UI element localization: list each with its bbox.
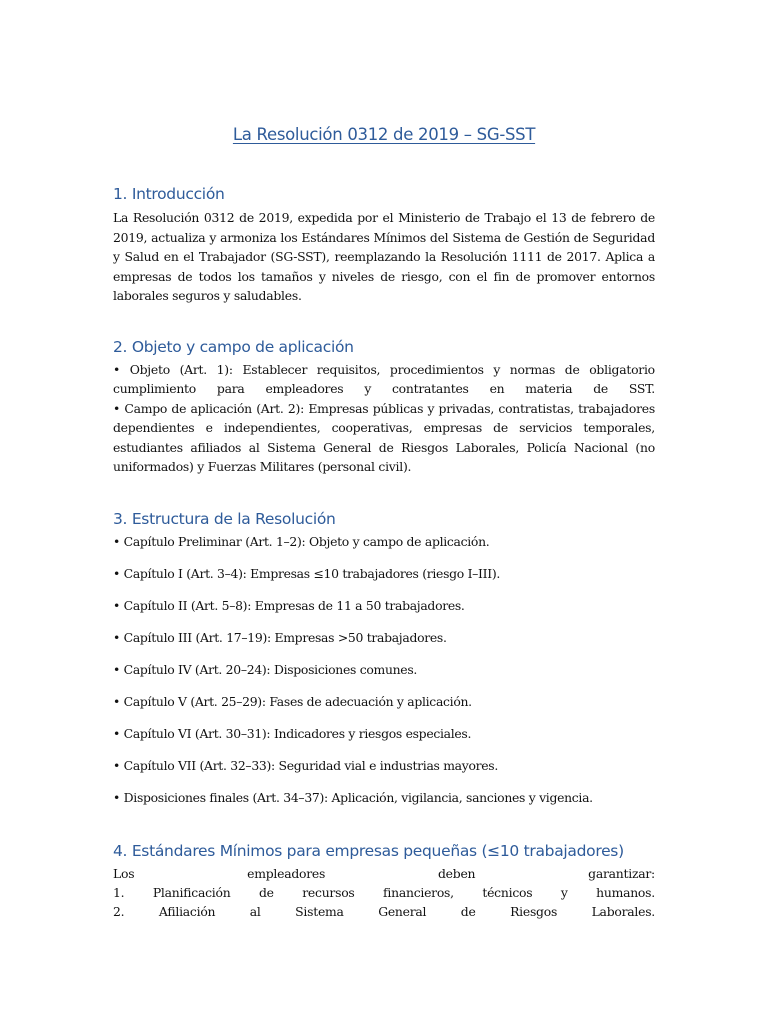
line-word: Campo — [124, 401, 168, 416]
section-heading-estructura: 3. Estructura de la Resolución — [113, 510, 336, 528]
line-word: servicios — [519, 420, 573, 435]
line-word: para — [216, 381, 245, 396]
line-word: Sistema — [267, 440, 316, 455]
line-word: (no — [635, 440, 655, 455]
line-word: Planificación — [152, 885, 231, 900]
line-word: requisitos, — [316, 362, 381, 377]
line-word: procedimientos — [389, 362, 484, 377]
section-heading-estandares: 4. Estándares Mínimos para empresas pequeñas (≤10 trabajadores) — [113, 842, 624, 860]
line-word: humanos. — [596, 885, 655, 900]
line-word: temporales, — [583, 420, 655, 435]
paragraph-last-line: uniformados) y Fuerzas Militares (personal civil). — [113, 459, 412, 474]
line-word: Sistema — [295, 904, 344, 919]
line-word: Empresas — [308, 401, 369, 416]
line-word: 2. — [113, 904, 125, 919]
line-word: Policía — [526, 440, 567, 455]
line-word: trabajadores — [578, 401, 655, 416]
justified-line — [113, 362, 655, 377]
line-word: de — [564, 362, 580, 377]
line-word: General — [323, 440, 372, 455]
line-word: públicas — [372, 401, 424, 416]
line-word: afiliados — [190, 440, 242, 455]
line-word: (Art. — [179, 362, 207, 377]
section-heading-introduccion: 1. Introducción — [113, 185, 225, 203]
line-word: SST. — [628, 381, 655, 396]
line-word: de — [378, 440, 394, 455]
line-word: Afiliación — [158, 904, 216, 919]
line-word: garantizar: — [588, 866, 655, 881]
line-word: • — [113, 401, 121, 416]
line-word: financieros, — [383, 885, 454, 900]
line-word: aplicación — [190, 401, 252, 416]
line-word: recursos — [302, 885, 355, 900]
line-word: al — [248, 440, 260, 455]
line-word: (Art. — [256, 401, 284, 416]
line-word: Laborales, — [455, 440, 520, 455]
document-title: La Resolución 0312 de 2019 – SG-SST — [232, 125, 536, 144]
list-item: • Capítulo V (Art. 25–29): Fases de adecuación y aplicación. — [113, 694, 472, 709]
section-paragraph-introduccion: La Resolución 0312 de 2019, expedida por el Ministerio de Trabajo el 13 de febrero de 2019, actualiza y armoniza los Estándares Mínimos del Sistema de Gestión de Seguridad y Salud en el Trabajador (SG-SST), reemplazando la Resolución 1111 de 2017. Aplica a empresas de todos los tamaños y niveles de riesgo, con el fin de promover entornos laborales seguros y saludables. — [113, 210, 655, 304]
list-item: • Capítulo I (Art. 3–4): Empresas ≤10 trabajadores (riesgo I–III). — [113, 566, 501, 581]
list-item: • Capítulo VI (Art. 30–31): Indicadores y riesgos especiales. — [113, 726, 472, 741]
list-item: • Capítulo Preliminar (Art. 1–2): Objeto y campo de aplicación. — [113, 534, 490, 549]
line-word: e — [205, 420, 213, 435]
line-word: estudiantes — [113, 440, 183, 455]
line-word: 2): — [287, 401, 305, 416]
line-word: Establecer — [242, 362, 308, 377]
justified-line — [113, 420, 655, 435]
line-word: de — [493, 420, 508, 435]
line-word: de — [171, 401, 187, 416]
line-word: 1. — [113, 885, 125, 900]
line-word: contratantes — [391, 381, 469, 396]
list-item: • Capítulo IV (Art. 20–24): Disposiciones comunes. — [113, 662, 418, 677]
line-word: Riesgos — [401, 440, 449, 455]
line-word: independientes, — [223, 420, 321, 435]
line-word: Riesgos — [510, 904, 558, 919]
line-word: empleadores — [265, 381, 344, 396]
line-word: contratistas, — [498, 401, 574, 416]
line-word: cooperativas, — [331, 420, 413, 435]
line-word: 1): — [216, 362, 233, 377]
line-word: obligatorio — [589, 362, 655, 377]
line-word: privadas, — [438, 401, 495, 416]
line-word: Objeto — [129, 362, 170, 377]
line-word: cumplimiento — [113, 381, 196, 396]
line-word: y — [364, 381, 372, 396]
line-word: materia — [525, 381, 573, 396]
line-word: de — [258, 885, 274, 900]
line-word: Los — [113, 866, 135, 881]
line-word: empleadores — [247, 866, 326, 881]
line-word: de — [460, 904, 476, 919]
line-word: normas — [509, 362, 556, 377]
line-word: y — [560, 885, 568, 900]
line-word: de — [593, 381, 608, 396]
line-word: dependientes — [113, 420, 195, 435]
justified-line — [113, 401, 655, 416]
list-item: • Capítulo III (Art. 17–19): Empresas >50 trabajadores. — [113, 630, 447, 645]
line-word: y — [427, 401, 435, 416]
line-word: • — [113, 362, 121, 377]
justified-line — [113, 885, 655, 900]
line-word: y — [493, 362, 501, 377]
line-word: al — [249, 904, 261, 919]
line-word: empresas — [423, 420, 482, 435]
list-item: • Disposiciones finales (Art. 34–37): Aplicación, vigilancia, sanciones y vigencia. — [113, 790, 593, 805]
justified-line — [113, 866, 655, 881]
justified-line — [113, 904, 655, 919]
line-word: Nacional — [573, 440, 628, 455]
line-word: Laborales. — [591, 904, 655, 919]
line-word: técnicos — [482, 885, 533, 900]
line-word: General — [378, 904, 427, 919]
list-item: • Capítulo VII (Art. 32–33): Seguridad vial e industrias mayores. — [113, 758, 498, 773]
line-word: en — [489, 381, 505, 396]
list-item: • Capítulo II (Art. 5–8): Empresas de 11 a 50 trabajadores. — [113, 598, 465, 613]
line-word: deben — [438, 866, 476, 881]
justified-line — [113, 381, 655, 396]
section-heading-objeto: 2. Objeto y campo de aplicación — [113, 338, 354, 356]
justified-line — [113, 440, 655, 455]
